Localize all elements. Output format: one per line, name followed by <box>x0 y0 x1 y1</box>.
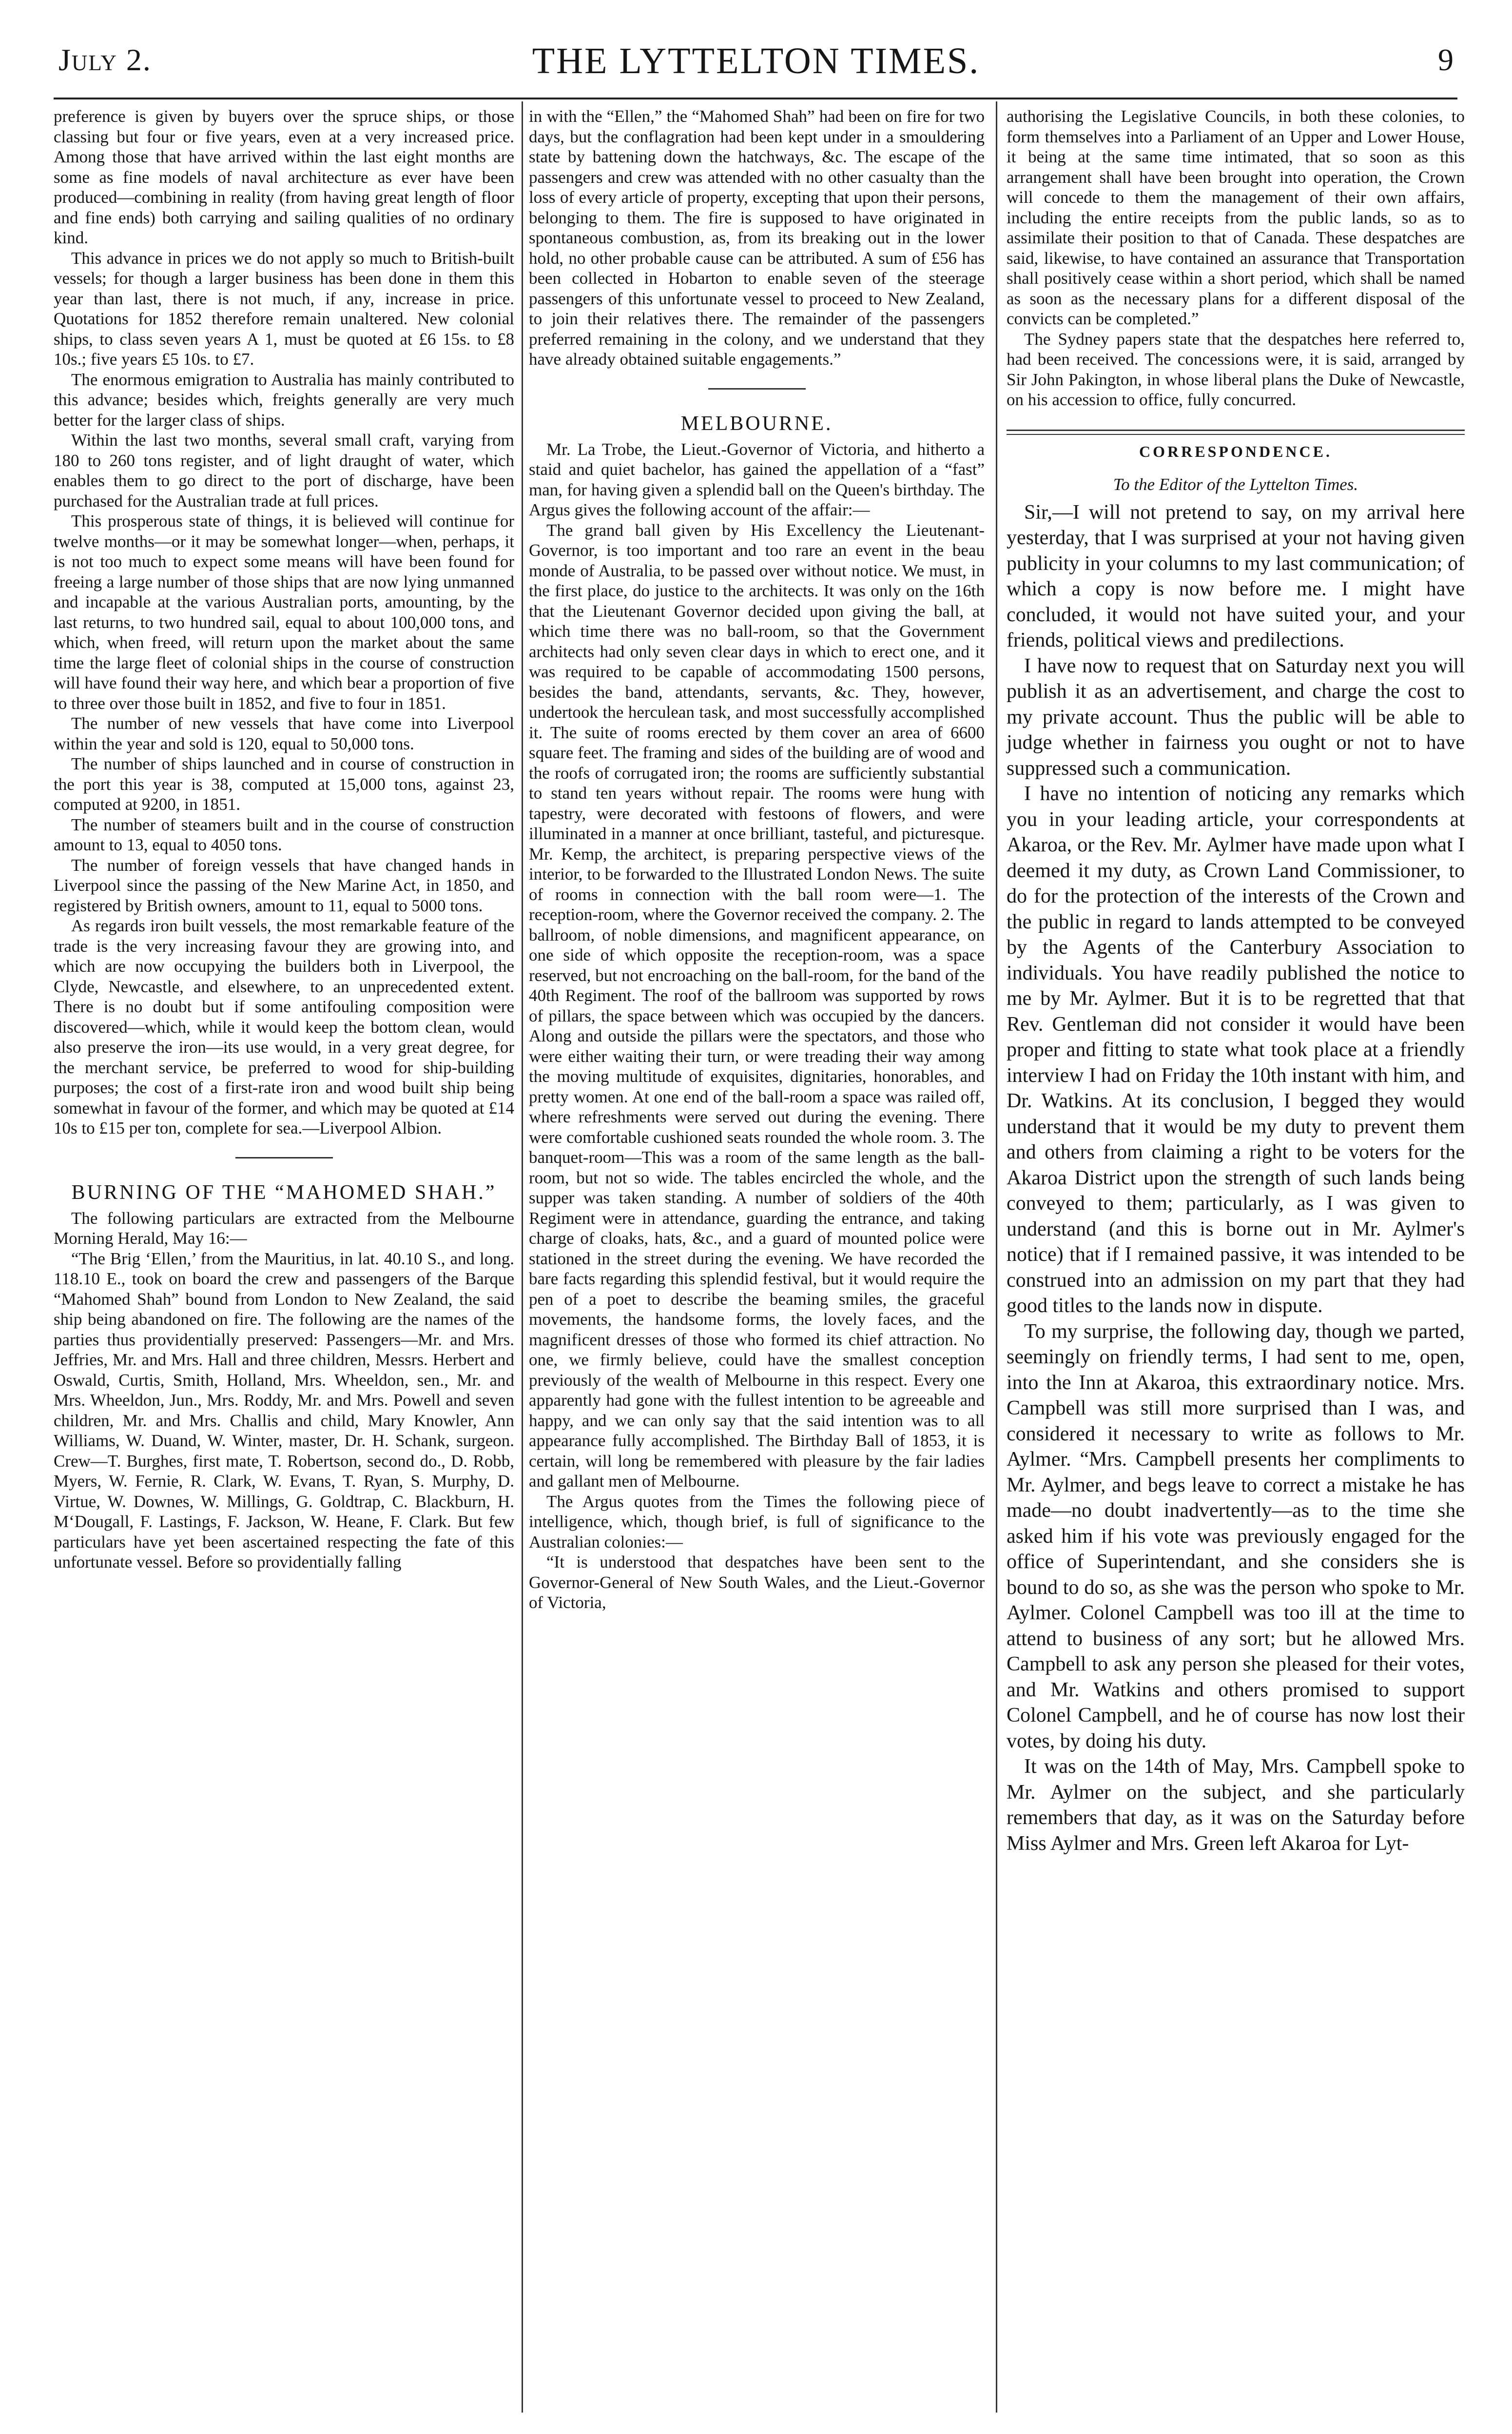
column-divider <box>522 101 523 2413</box>
article-paragraph: The Argus quotes from the Times the following piece of intelligence, which, though brief, is full of significance to the Australian colonies:— <box>529 1492 985 1551</box>
article-paragraph: “The Brig ‘Ellen,’ from the Mauritius, in lat. 40.10 S., and long. 118.10 E., took on board the crew and passengers of the Barque “Mahomed Shah” bound from London to New Zealand, the said ship being abandoned on fire. The following are the names of the parties thus providentially preserved: Passengers—Mr. and Mrs. Jeffries, Mr. and Mrs. Hall and three children, Messrs. Herbert and Oswald, Curtis, Smith, Holland, Mrs. Wheeldon, sen., Mr. and Mrs. Wheeldon, Jun., Mrs. Roddy, Mr. and Mrs. Powell and seven children, Mr. and Mrs. Challis and child, Mary Knowler, Ann Williams, W. Duand, W. Winter, master, Dr. H. Schank, surgeon. Crew—T. Burghes, first mate, T. Robertson, second do., D. Robb, Myers, W. Fernie, R. Clark, W. Evans, T. Ryan, S. Murphy, D. Virtue, W. Downes, W. Millings, G. Goldtrap, C. Blackburn, H. M‘Dougall, F. Lastings, F. Jackson, W. Heane, F. Clark. But few particulars have yet been ascertained respecting the fate of this unfortunate vessel. Before so providentially falling <box>54 1249 514 1571</box>
article-paragraph: This advance in prices we do not apply so much to British-built vessels; for though a larger business has been done in them this year than last, there is not much, if any, increase in price. Quotations for 1852 therefore remain unaltered. New colonial ships, to class seven years A 1, must be quoted at £6 15s. to £8 10s.; five years £5 10s. to £7. <box>54 248 514 369</box>
article-heading-correspondence: CORRESPONDENCE. <box>1139 442 1332 460</box>
article-paragraph: This prosperous state of things, it is believed will continue for twelve months—or it may be somewhat longer—when, perhaps, it is not too much to expect some means will have been found for freeing a large number of those ships that are now lying unmanned and incapable at the various Australian ports, amounting, by the last returns, to two hundred sail, equal to about 100,000 tons, and which, when freed, will return upon the market about the same time the large fleet of colonial ships in the course of construction will have found their way here, and which bear a proportion of five to three over those built in 1852, and five to four in 1851. <box>54 511 514 713</box>
article-paragraph: “It is understood that despatches have been sent to the Governor-General of New South Wales, and the Lieut.-Governor of Victoria, <box>529 1552 985 1612</box>
article-paragraph: The enormous emigration to Australia has mainly contributed to this advance; besides which, freights generally are very much better for the larger class of ships. <box>54 370 514 430</box>
masthead-rule <box>54 98 1457 99</box>
letter-body <box>1007 500 1465 1857</box>
masthead <box>58 38 1454 92</box>
page-number: 9 <box>1438 42 1454 77</box>
column-2 <box>529 106 985 1613</box>
article-paragraph: The grand ball given by His Excellency the Lieutenant-Governor, is too important and too rare an event in the beau monde of Australia, to be passed over without notice. We must, in the first place, do justice to the architects. It was only on the 16th that the Lieutenant Governor decided upon giving the ball, at which time there was no ball-room, so that the Government architects had only seven clear days in which to erect one, and it was required to be capable of accommodating 1500 persons, besides the band, attendants, servants, &c. They, however, undertook the herculean task, and most successfully accomplished it. The suite of rooms erected by them cover an area of 6600 square feet. The framing and sides of the building are of wood and the roofs of corrugated iron; the rooms are sufficiently substantial to stand ten years without repair. The rooms were hung with tapestry, were decorated with festoons of flowers, and were illuminated in a manner at once brilliant, tasteful, and picturesque. Mr. Kemp, the architect, is preparing perspective views of the interior, to be forwarded to the Illustrated London News. The suite of rooms in connection with the ball room were—1. The reception-room, where the Governor received the company. 2. The ballroom, of noble dimensions, and magnificent appearance, on one side of which opposite the reception-room, was a space reserved, but not encroaching on the ball-room, for the band of the 40th Regiment. The roof of the ballroom was supported by rows of pillars, the space between which was occupied by the dancers. Along and outside the pillars were the spectators, and those who were either waiting their turn, or were treading their way among the moving multitude of exquisites, dignitaries, honorables, and pretty women. At one end of the ball-room a space was railed off, where refreshments were served out during the evening. There were comfortable cushioned seats rounded the whole room. 3. The banquet-room—This was a room of the same length as the ball-room, but not so wide. The tables encircled the whole, and the supper was taken standing. A number of soldiers of the 40th Regiment were in attendance, guarding the entrance, and taking charge of cloaks, hats, &c., and a guard of mounted police were stationed in the street during the evening. We have recorded the bare facts regarding this splendid festival, but it would require the pen of a poet to describe the beaming smiles, the graceful movements, the handsome forms, the lovely faces, and the magnificent dresses of those who formed its chief attraction. No one, we firmly believe, could have the smallest conception previously of the wealth of Melbourne in this respect. Every one apparently had gone with the fullest intention to be agreeable and happy, and we can only say that the said intention was to all appearance fully accomplished. The Birthday Ball of 1853, it is certain, will long be remembered with pleasure by the fair ladies and gallant men of Melbourne. <box>529 520 985 1491</box>
newspaper-title: THE LYTTELTON TIMES. <box>532 40 980 81</box>
letter-salutation: To the Editor of the Lyttelton Times. <box>1113 475 1358 494</box>
letter-paragraph: To my surprise, the following day, though we parted, seemingly on friendly terms, I had sent to me, open, into the Inn at Akaroa, this extraordinary notice. Mrs. Campbell was still more surprised than I was, and considered it necessary to write as follows to Mr. Aylmer. “Mrs. Campbell presents her compliments to Mr. Aylmer, and begs leave to correct a mistake he has made—no doubt inadvertently—as to the time she asked him if his vote was previously engaged for the office of Superintendant, and she considers she is bound to do so, as she was the person who spoke to Mr. Aylmer. Colonel Campbell was too ill at the time to attend to business of any sort; but he allowed Mrs. Campbell to ask any person she pleased for their votes, and Mr. Watkins and others promised to support Colonel Campbell, and he of course has now lost their votes, by doing his duty. <box>1007 1320 1465 1752</box>
article-paragraph: preference is given by buyers over the spruce ships, or those classing but four or five years, even at a very increased price. Among those that have arrived within the last eight months are some as fine models of naval architecture as ever have been produced—combining in reality (from having great length of floor and fine ends) both carrying and sailing qualities of no ordinary kind. <box>54 107 514 247</box>
section-divider <box>235 1157 333 1158</box>
article-heading-mahomed-shah: BURNING OF THE “MAHOMED SHAH.” <box>71 1181 497 1204</box>
section-divider <box>1007 430 1465 435</box>
letter-paragraph: Sir,—I will not pretend to say, on my arrival here yesterday, that I was surprised at your not having given publicity in your columns to my last communication; of which a copy is now before me. I might have concluded, it would not have suited your, and your friends, political views and predilections. <box>1007 501 1465 651</box>
section-divider <box>708 388 806 390</box>
article-paragraph: The number of ships launched and in course of construction in the port this year is 38, computed at 15,000 tons, against 23, computed at 9200, in 1851. <box>54 754 514 814</box>
article-paragraph: Within the last two months, several small craft, varying from 180 to 260 tons register, and of light draught of water, which enables them to go direct to the port of discharge, have been purchased for the Australian trade at full prices. <box>54 431 514 510</box>
letter-paragraph: It was on the 14th of May, Mrs. Campbell spoke to Mr. Aylmer on the subject, and she particularly remembers that day, as it was on the Saturday before Miss Aylmer and Mrs. Green left Akaroa for Lyt- <box>1007 1755 1465 1855</box>
article-paragraph: The number of foreign vessels that have changed hands in Liverpool since the passing of the New Marine Act, in 1850, and registered by British owners, amount to 11, equal to 5000 tons. <box>54 855 514 915</box>
issue-date: July 2. <box>58 42 152 77</box>
article-paragraph: The Sydney papers state that the despatches here referred to, had been received. The concessions were, it is said, arranged by Sir John Pakington, in whose liberal plans the Duke of Newcastle, on his accession to office, fully concurred. <box>1007 329 1465 409</box>
column-3 <box>1007 106 1465 1856</box>
letter-paragraph: I have no intention of noticing any remarks which you in your leading article, your correspondents at Akaroa, or the Rev. Mr. Aylmer have made upon what I deemed it my duty, as Crown Land Commissioner, to do for the protection of the interests of the Crown and the public in regard to lands attempted to be conveyed by the Agents of the Canterbury Association to individuals. You have readily published the notice to me by Mr. Aylmer. But it is to be regretted that that Rev. Gentleman did not consider it would have been proper and fitting to state what took place at a friendly interview I had on Friday the 10th instant with him, and Dr. Watkins. At its conclusion, I begged they would understand that it would be my duty to prevent them and others from claiming a right to be voters for the Akaroa District upon the strength of such lands being conveyed to them; particularly, as I was given to understand (and this is borne out in Mr. Aylmer's notice) that if I remained passive, it was intended to be construed into an admission on my part that they had good titles to the lands now in dispute. <box>1007 783 1465 1317</box>
article-heading-melbourne: MELBOURNE. <box>680 412 833 435</box>
column-1 <box>54 106 514 1572</box>
article-paragraph: Mr. La Trobe, the Lieut.-Governor of Victoria, and hitherto a staid and quiet bachelor, has gained the appellation of a “fast” man, for having given a splendid ball on the Queen's birthday. The Argus gives the following account of the affair:— <box>529 439 985 519</box>
column-divider <box>996 101 997 2413</box>
article-paragraph: The number of steamers built and in the course of construction amount to 13, equal to 4050 tons. <box>54 815 514 854</box>
article-paragraph: in with the “Ellen,” the “Mahomed Shah” had been on fire for two days, but the conflagration had been kept under in a smouldering state by battening down the hatchways, &c. The escape of the passengers and crew was attended with no other casualty than the loss of every article of property, excepting that upon their persons, belonging to them. The fire is supposed to have originated in spontaneous combustion, as, from its breaking out in the lower hold, no other probable cause can be attributed. A sum of £56 has been collected in Hobarton to enable seven of the steerage passengers of this unfortunate vessel to proceed to New Zealand, to join their relatives there. The remainder of the passengers preferred remaining in the colony, and we understand that they have already obtained suitable engagements.” <box>529 107 985 369</box>
article-paragraph: As regards iron built vessels, the most remarkable feature of the trade is the very increasing favour they are growing into, and which are now occupying the builders both in Liverpool, the Clyde, Newcastle, and elsewhere, to an unprecedented extent. There is no doubt but if some antifouling composition were discovered—which, while it would keep the bottom clean, would also preserve the iron—its use would, in a very great degree, for the merchant service, be preferred to wood for ship-building purposes; the cost of a first-rate iron and wood built ship being somewhat in favour of the former, and which may be quoted at £14 10s to £15 per ton, complete for sea.—Liverpool Albion. <box>54 916 514 1138</box>
article-paragraph: authorising the Legislative Councils, in both these colonies, to form themselves into a Parliament of an Upper and Lower House, it being at the same time intimated, that so soon as this arrangement shall have been brought into operation, the Crown will concede to them the management of their own affairs, including the entire receipts from the public lands, so as to assimilate their position to that of Canada. These despatches are said, likewise, to have contained an assurance that Transportation shall positively cease within a short period, which shall be named as soon as the necessary plans for a different disposal of the convicts can be completed.” <box>1007 107 1465 328</box>
letter-paragraph: I have now to request that on Saturday next you will publish it as an advertisement, and charge the cost to my private account. Thus the public will be able to judge whether in fairness you ought or not to have suppressed such a communication. <box>1007 654 1465 780</box>
article-paragraph: The following particulars are extracted from the Melbourne Morning Herald, May 16:— <box>54 1208 514 1248</box>
article-paragraph: The number of new vessels that have come into Liverpool within the year and sold is 120, equal to 50,000 tons. <box>54 714 514 753</box>
